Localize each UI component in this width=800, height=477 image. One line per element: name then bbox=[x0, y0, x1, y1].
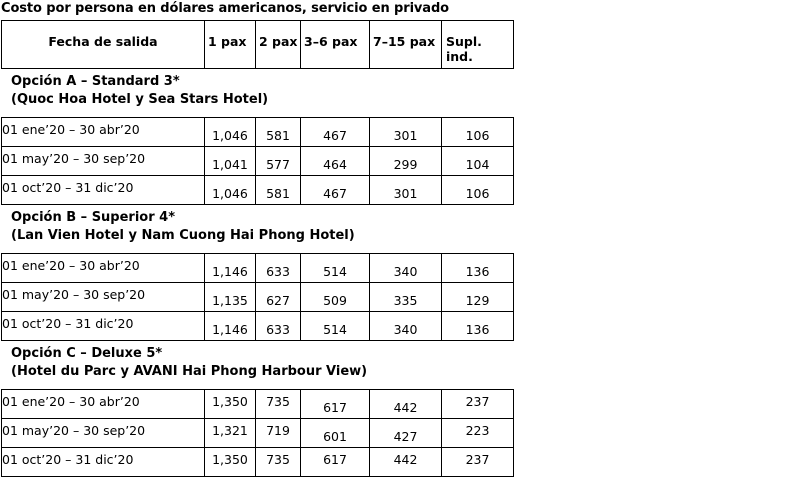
cell-supl: 237 bbox=[441, 390, 513, 418]
cell-date: 01 oct’20 – 31 dic’20 bbox=[2, 452, 134, 467]
price-table bbox=[1, 20, 514, 477]
section-hotels: (Lan Vien Hotel y Nam Cuong Hai Phong Hotel) bbox=[11, 228, 355, 243]
cell-7-15-pax: 442 bbox=[369, 448, 441, 476]
cell-3-6-pax: 601 bbox=[300, 419, 369, 447]
header-7-15-pax: 7–15 pax bbox=[369, 21, 441, 68]
cell-2-pax: 627 bbox=[255, 283, 300, 311]
cell-7-15-pax: 340 bbox=[369, 254, 441, 282]
cell-2-pax: 735 bbox=[255, 390, 300, 418]
table-row bbox=[1, 447, 514, 477]
cell-7-15-pax: 335 bbox=[369, 283, 441, 311]
table-row bbox=[1, 117, 514, 146]
cell-1-pax: 1,046 bbox=[204, 118, 255, 146]
cell-7-15-pax: 301 bbox=[369, 176, 441, 204]
cell-1-pax: 1,350 bbox=[204, 448, 255, 476]
table-row bbox=[1, 175, 514, 205]
section-hotels: (Hotel du Parc y AVANI Hai Phong Harbour View) bbox=[11, 364, 368, 379]
cell-1-pax: 1,135 bbox=[204, 283, 255, 311]
cell-7-15-pax: 427 bbox=[369, 419, 441, 447]
cell-date: 01 may’20 – 30 sep’20 bbox=[2, 151, 146, 166]
cell-date: 01 may’20 – 30 sep’20 bbox=[2, 423, 146, 438]
table-row bbox=[1, 253, 514, 282]
cell-supl: 106 bbox=[441, 176, 513, 204]
cell-supl: 104 bbox=[441, 147, 513, 175]
section-hotels: (Quoc Hoa Hotel y Sea Stars Hotel) bbox=[11, 92, 269, 107]
cell-7-15-pax: 442 bbox=[369, 390, 441, 418]
cell-1-pax: 1,321 bbox=[204, 419, 255, 447]
section-heading-option-c bbox=[1, 341, 514, 389]
cell-supl: 136 bbox=[441, 312, 513, 340]
section-title: Opción A – Standard 3* bbox=[11, 74, 180, 89]
cell-3-6-pax: 464 bbox=[300, 147, 369, 175]
section-heading-option-b bbox=[1, 205, 514, 253]
cell-supl: 223 bbox=[441, 419, 513, 447]
cell-date: 01 ene’20 – 30 abr’20 bbox=[2, 122, 140, 137]
cell-date: 01 oct’20 – 31 dic’20 bbox=[2, 316, 134, 331]
section-title: Opción B – Superior 4* bbox=[11, 210, 176, 225]
cell-1-pax: 1,146 bbox=[204, 254, 255, 282]
section-heading-option-a bbox=[1, 69, 514, 117]
cell-3-6-pax: 617 bbox=[300, 448, 369, 476]
section-title: Opción C – Deluxe 5* bbox=[11, 346, 163, 361]
header-1-pax: 1 pax bbox=[204, 21, 255, 68]
cell-3-6-pax: 467 bbox=[300, 118, 369, 146]
cell-2-pax: 577 bbox=[255, 147, 300, 175]
cell-2-pax: 581 bbox=[255, 176, 300, 204]
table-row bbox=[1, 146, 514, 175]
table-row bbox=[1, 282, 514, 311]
cell-1-pax: 1,350 bbox=[204, 390, 255, 418]
cell-7-15-pax: 299 bbox=[369, 147, 441, 175]
cell-supl: 129 bbox=[441, 283, 513, 311]
cell-3-6-pax: 514 bbox=[300, 254, 369, 282]
cell-7-15-pax: 340 bbox=[369, 312, 441, 340]
header-3-6-pax: 3–6 pax bbox=[300, 21, 369, 68]
cell-1-pax: 1,041 bbox=[204, 147, 255, 175]
cell-date: 01 oct’20 – 31 dic’20 bbox=[2, 180, 134, 195]
cell-3-6-pax: 467 bbox=[300, 176, 369, 204]
cell-3-6-pax: 514 bbox=[300, 312, 369, 340]
cell-date: 01 may’20 – 30 sep’20 bbox=[2, 287, 146, 302]
cell-2-pax: 719 bbox=[255, 419, 300, 447]
cell-1-pax: 1,046 bbox=[204, 176, 255, 204]
header-2-pax: 2 pax bbox=[255, 21, 300, 68]
cell-supl: 237 bbox=[441, 448, 513, 476]
cell-2-pax: 735 bbox=[255, 448, 300, 476]
cell-supl: 136 bbox=[441, 254, 513, 282]
cell-date: 01 ene’20 – 30 abr’20 bbox=[2, 258, 140, 273]
cell-3-6-pax: 509 bbox=[300, 283, 369, 311]
header-supl-line1: Supl. bbox=[446, 34, 482, 49]
table-caption: Costo por persona en dólares americanos, servicio en privado bbox=[1, 1, 450, 16]
table-row bbox=[1, 311, 514, 341]
cell-supl: 106 bbox=[441, 118, 513, 146]
table-row bbox=[1, 389, 514, 418]
cell-2-pax: 633 bbox=[255, 254, 300, 282]
table-row bbox=[1, 418, 514, 447]
cell-1-pax: 1,146 bbox=[204, 312, 255, 340]
cell-7-15-pax: 301 bbox=[369, 118, 441, 146]
cell-2-pax: 633 bbox=[255, 312, 300, 340]
table-header-row bbox=[1, 20, 514, 69]
header-supl-ind bbox=[441, 21, 513, 68]
header-fecha-de-salida: Fecha de salida bbox=[48, 34, 158, 49]
cell-2-pax: 581 bbox=[255, 118, 300, 146]
header-supl-line2: ind. bbox=[446, 49, 473, 64]
cell-date: 01 ene’20 – 30 abr’20 bbox=[2, 394, 140, 409]
cell-3-6-pax: 617 bbox=[300, 390, 369, 418]
